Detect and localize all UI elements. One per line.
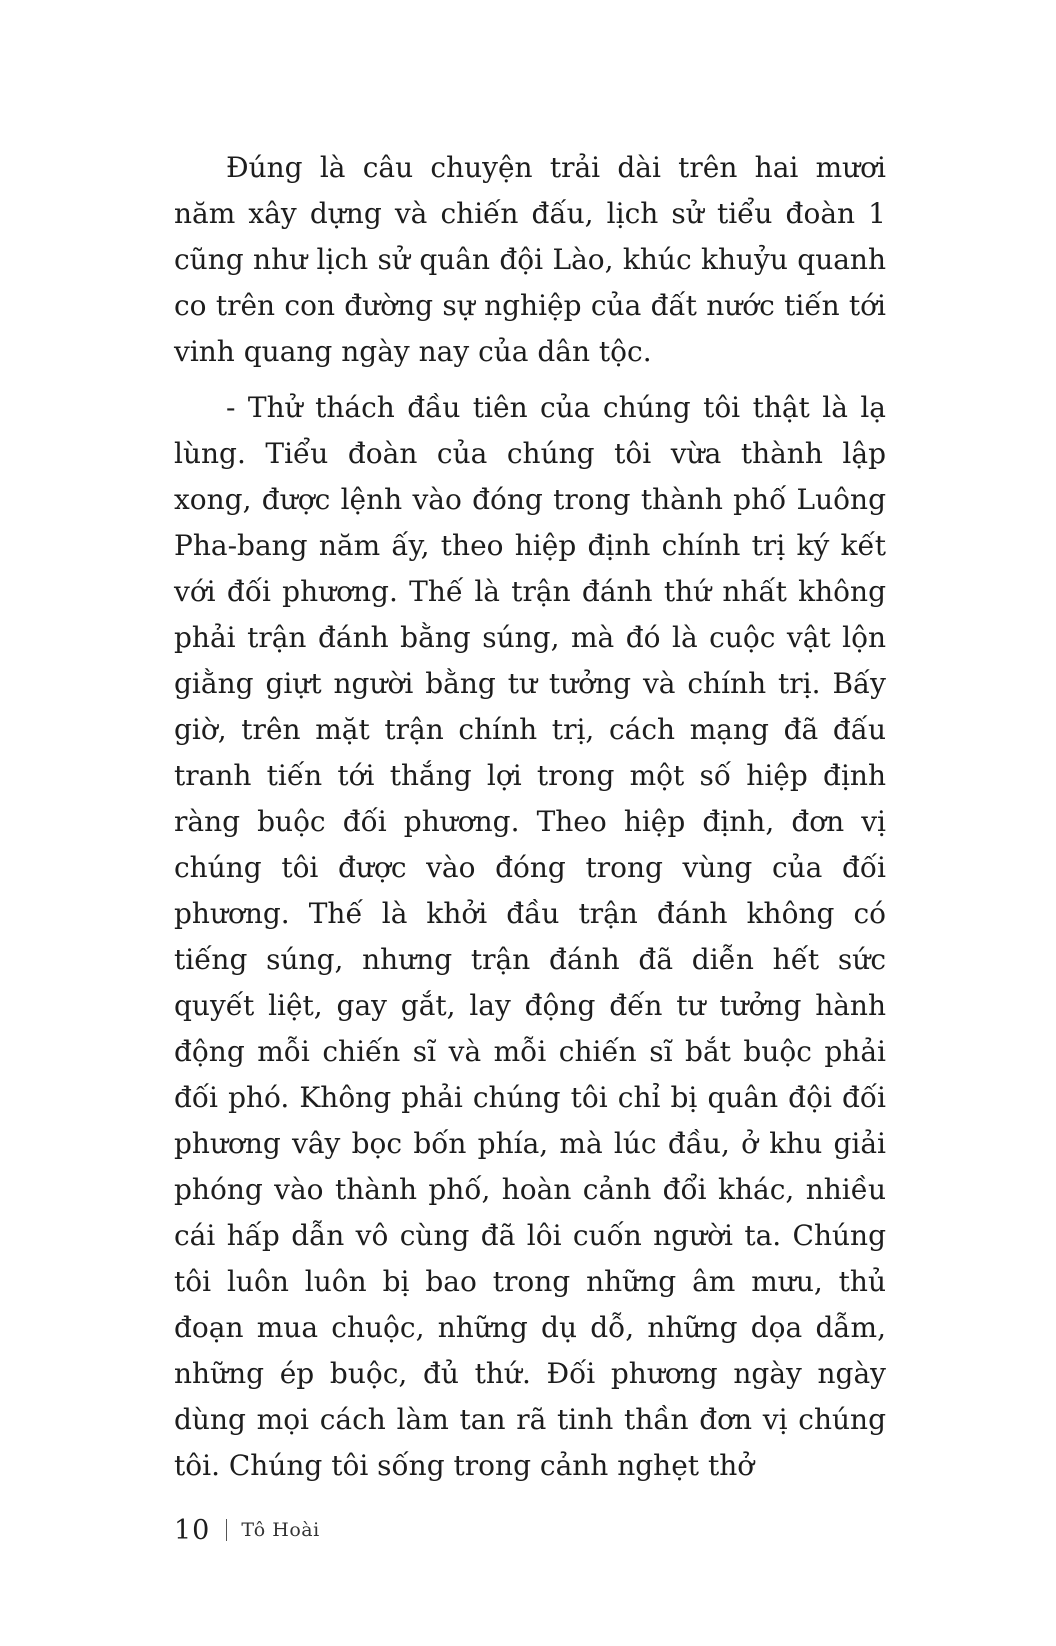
footer-divider (226, 1519, 227, 1541)
paragraph: Đúng là câu chuyện trải dài trên hai mươi năm xây dựng và chiến đấu, lịch sử tiểu đoàn 1 cũng như lịch sử quân đội Lào, khúc khuỷu quanh co trên con đường sự nghiệp của đất nước tiến tới vinh quang ngày nay của dân tộc. (174, 151, 886, 368)
paragraph: - Thử thách đầu tiên của chúng tôi thật là lạ lùng. Tiểu đoàn của chúng tôi vừa thành lập xong, được lệnh vào đóng trong thành phố Luông Pha-bang năm ấy, theo hiệp định chính trị ký kết với đối phương. Thế là trận đánh thứ nhất không phải trận đánh bằng súng, mà đó là cuộc vật lộn giằng giựt người bằng tư tưởng và chính trị. Bấy giờ, trên mặt trận chính trị, cách mạng đã đấu tranh tiến tới thắng lợi trong một số hiệp định ràng buộc đối phương. Theo hiệp định, đơn vị chúng tôi được vào đóng trong vùng của đối phương. Thế là khởi đầu trận đánh không có tiếng súng, nhưng trận đánh đã diễn hết sức quyết liệt, gay gắt, lay động đến tư tưởng hành động mỗi chiến sĩ và mỗi chiến sĩ bắt buộc phải đối phó. Không phải chúng tôi chỉ bị quân đội đối phương vây bọc bốn phía, mà lúc đầu, ở khu giải phóng vào thành phố, hoàn cảnh đổi khác, nhiều cái hấp dẫn vô cùng đã lôi cuốn người ta. Chúng tôi luôn luôn bị bao trong những âm mưu, thủ đoạn mua chuộc, những dụ dỗ, những dọa dẫm, những ép buộc, đủ thứ. Đối phương ngày ngày dùng mọi cách làm tan rã tinh thần đơn vị chúng tôi. Chúng tôi sống trong cảnh nghẹt thở (174, 391, 886, 1482)
page-footer (174, 1512, 320, 1548)
body-text (174, 145, 886, 1489)
page-number: 10 (174, 1514, 211, 1546)
author-name: Tô Hoài (241, 1519, 320, 1541)
